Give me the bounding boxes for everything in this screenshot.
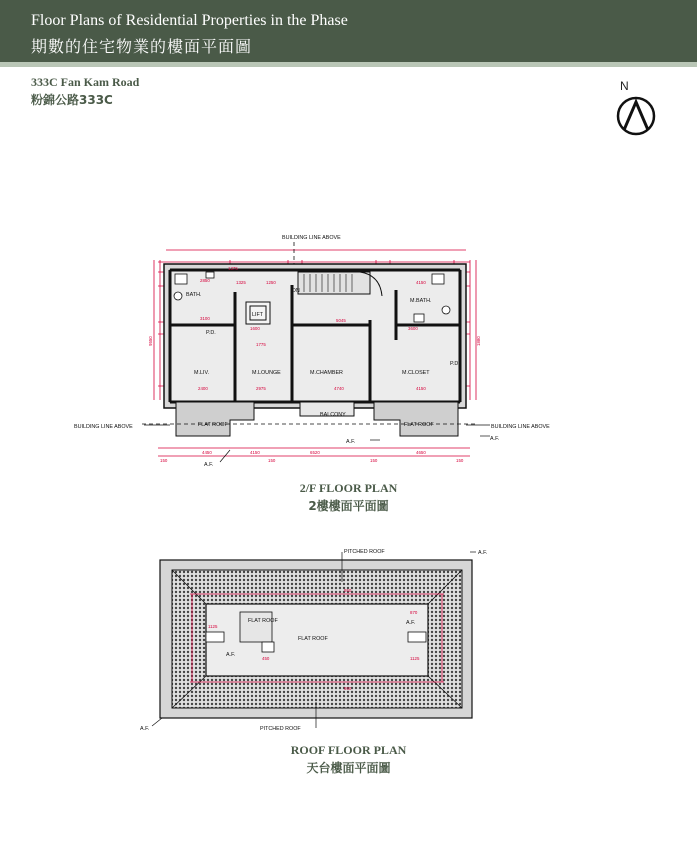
lift-label: LIFT xyxy=(252,312,264,318)
dim-side-left: 9550 xyxy=(148,336,153,346)
building-line-top-label: BUILDING LINE ABOVE xyxy=(282,235,341,241)
dim-bottom-inner-0: 2400 xyxy=(198,386,208,391)
flat-roof-small-label: FLAT ROOF xyxy=(248,618,278,624)
dim-small-0: 150 xyxy=(160,458,168,463)
building-line-left-label: BUILDING LINE ABOVE xyxy=(74,424,133,430)
dim-side-right: 1880 xyxy=(476,336,481,346)
dim-bottom-inner-2: 4740 xyxy=(334,386,344,391)
pitched-roof-top-label: PITCHED ROOF xyxy=(344,549,385,555)
building-line-right-label: BUILDING LINE ABOVE xyxy=(491,424,550,430)
af-bottom-label: A.F. xyxy=(140,726,150,732)
dim-small-2: 150 xyxy=(370,458,378,463)
address-zh: 粉錦公路333C xyxy=(31,93,113,107)
dim-top-3: 1250 xyxy=(266,280,276,285)
mbath-label: M.BATH. xyxy=(410,298,432,304)
pd-left-label: P.D. xyxy=(206,330,216,336)
roof-caption-en: ROOF FLOOR PLAN xyxy=(290,743,407,757)
address-en: 333C Fan Kam Road xyxy=(31,75,140,89)
flat-roof-left-label: FLAT ROOF xyxy=(198,422,228,428)
dim-bottom-inner-1: 2975 xyxy=(256,386,266,391)
pd-right-label: P.D. xyxy=(450,361,460,367)
flat-roof-main-label: FLAT ROOF xyxy=(298,636,328,642)
header-rule xyxy=(0,62,697,67)
second-floor-plan xyxy=(70,230,560,470)
roof-dim-1: 1125 xyxy=(208,624,218,629)
dim-bottom-1: 4150 xyxy=(250,450,260,455)
dim-bottom-3: 4650 xyxy=(416,450,426,455)
dim-inner-4: 3600 xyxy=(408,326,418,331)
dim-top-4: 4150 xyxy=(416,280,426,285)
roof-caption-zh: 天台樓面平面圖 xyxy=(306,761,391,775)
roof-dim-5: 1125 xyxy=(410,656,420,661)
roof-floor-plan xyxy=(130,542,510,737)
dim-bottom-inner-3: 4150 xyxy=(416,386,426,391)
af-label-3: A.F. xyxy=(204,462,214,468)
north-label: N xyxy=(620,79,629,93)
af-right-label: A.F. xyxy=(406,620,416,626)
af-top-label: A.F. xyxy=(478,550,488,556)
dim-bottom-2: 6520 xyxy=(310,450,320,455)
mliv-label: M.LIV. xyxy=(194,370,210,376)
dim-top-2: 1325 xyxy=(236,280,246,285)
af-left-label: A.F. xyxy=(226,652,236,658)
north-arrow-icon xyxy=(612,76,660,136)
dim-small-1: 150 xyxy=(268,458,276,463)
bath-label: BATH. xyxy=(186,292,202,298)
dim-inner-2: 1775 xyxy=(256,342,266,347)
roof-dim-0: 950 xyxy=(344,588,352,593)
roof-dim-2: 450 xyxy=(262,656,270,661)
header-title-en: Floor Plans of Residential Properties in the Phase xyxy=(31,12,348,29)
pitched-roof-bottom-label: PITCHED ROOF xyxy=(260,726,301,732)
dim-inner-0: 3100 xyxy=(200,316,210,321)
header-title-zh: 期數的住宅物業的樓面平面圖 xyxy=(31,37,253,56)
dim-inner-3: 5045 xyxy=(336,318,346,323)
mlounge-label: M.LOUNGE xyxy=(252,370,281,376)
roof-dim-3: 950 xyxy=(344,686,352,691)
second-floor-caption-zh: 2樓樓面平面圖 xyxy=(308,499,389,513)
mchamber-label: M.CHAMBER xyxy=(310,370,343,376)
second-floor-caption-en: 2/F FLOOR PLAN xyxy=(299,481,398,495)
dim-bottom-0: 4450 xyxy=(202,450,212,455)
flat-roof-right-label: FLAT ROOF xyxy=(404,422,434,428)
dim-inner-1: 1600 xyxy=(250,326,260,331)
dim-top-0: 1375 xyxy=(228,266,238,271)
dn-label: DN xyxy=(292,288,300,294)
roof-dim-4: 870 xyxy=(410,610,418,615)
af-label-1: A.F. xyxy=(346,439,356,445)
balcony-label: BALCONY xyxy=(320,412,346,418)
dim-small-3: 150 xyxy=(456,458,464,463)
af-label-2: A.F. xyxy=(490,436,500,442)
dim-top-1: 2850 xyxy=(200,278,210,283)
mcloset-label: M.CLOSET xyxy=(402,370,430,376)
